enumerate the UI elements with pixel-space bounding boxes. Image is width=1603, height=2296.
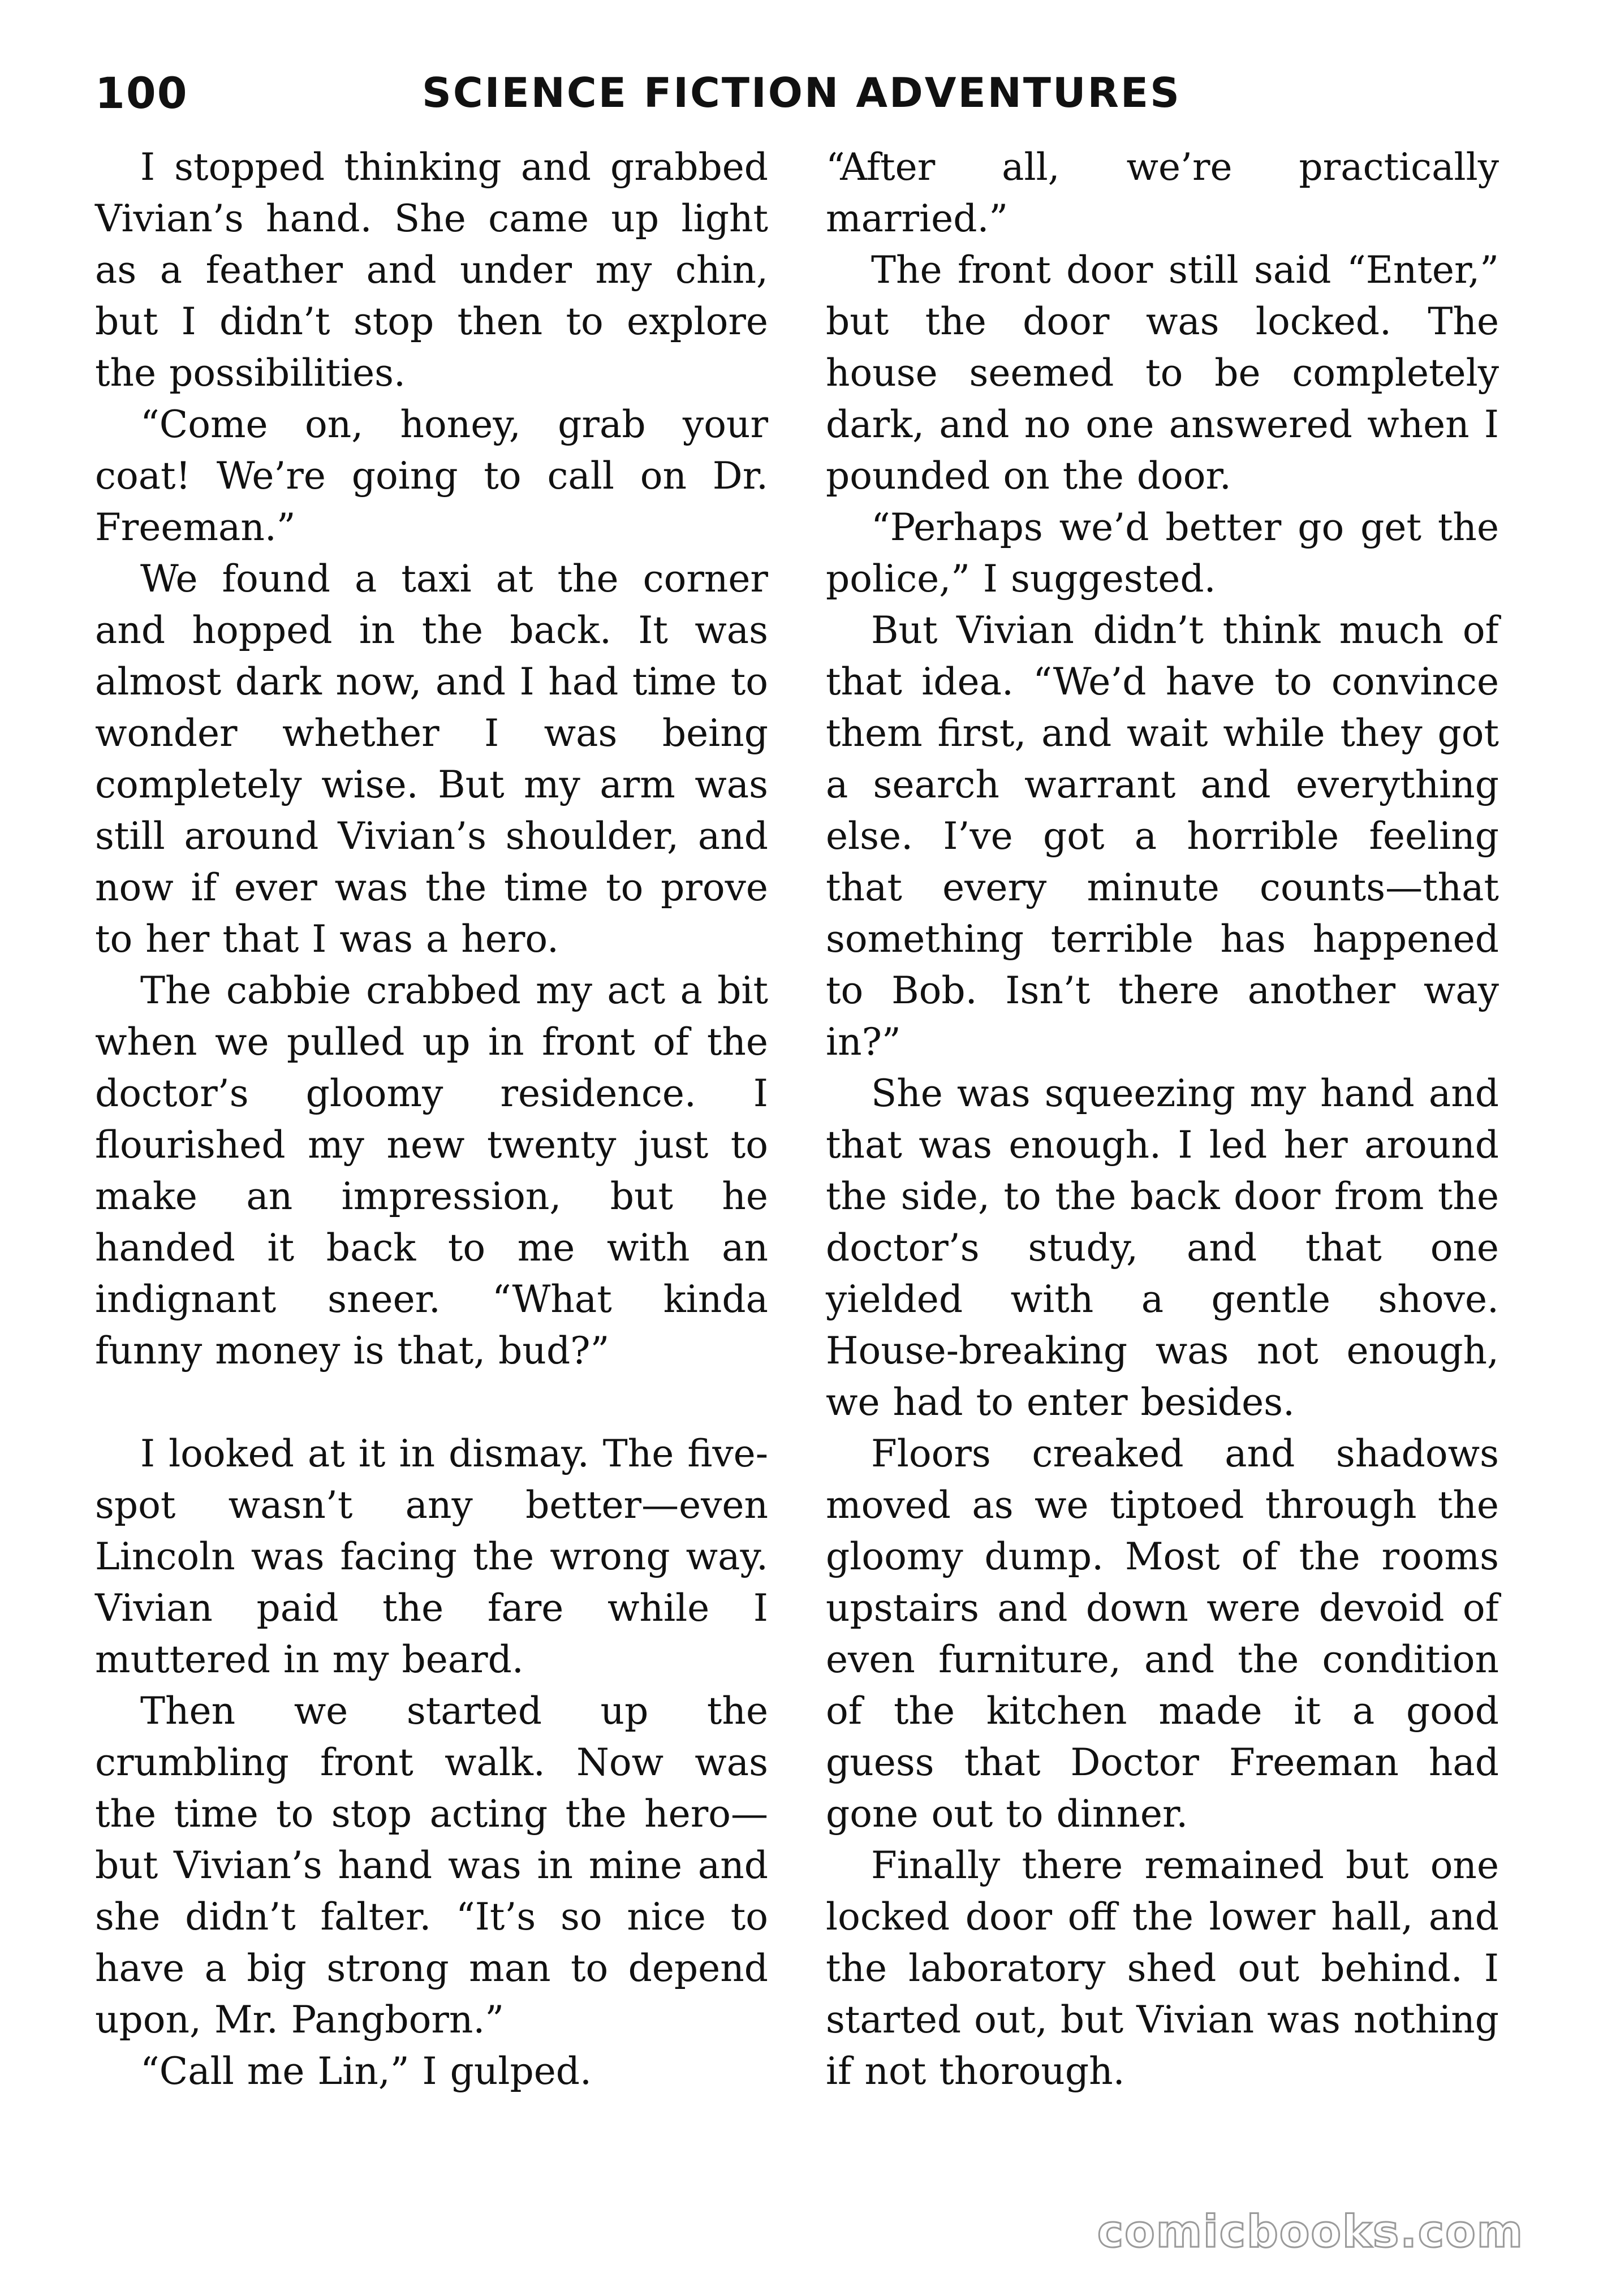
page-header [0, 0, 1603, 141]
paragraph: “After all, we’re practically married.” [826, 145, 1499, 240]
right-column [826, 141, 1499, 2097]
paragraph: The front door still said “Enter,” but the door was locked. The house seemed to be completely dark, and no one answered when I pounded on the door. [826, 248, 1499, 498]
paragraph: The cabbie crabbed my act a bit when we pulled up in front of the doctor’s gloomy residence. I flourished my new twenty just to make an impression, but he handed it back to me with an indignant sneer. “What kinda funny money is that, bud?” [95, 969, 768, 1373]
page-number: 100 [95, 68, 188, 118]
watermark: comicbooks.com [1097, 2207, 1524, 2258]
left-column [95, 141, 768, 2097]
paragraph: But Vivian didn’t think much of that idea. “We’d have to convince them first, and wait while they got a search warrant and everything else. I’ve got a horrible feeling that every minute counts—that something terrible has happened to Bob. Isn’t there another way in?” [826, 608, 1499, 1064]
paragraph: “Perhaps we’d better go get the police,” I suggested. [826, 506, 1499, 601]
running-title: SCIENCE FICTION ADVENTURES [422, 69, 1181, 116]
paragraph: She was squeezing my hand and that was enough. I led her around the side, to the back door from the doctor’s study, and that one yielded with a gentle shove. House-breaking was not enough, we had to enter besides. [826, 1072, 1499, 1424]
paragraph: “Call me Lin,” I gulped. [140, 2049, 592, 2093]
paragraph: Floors creaked and shadows moved as we tiptoed through the gloomy dump. Most of the rooms upstairs and down were devoid of even furniture, and the condition of the kitchen made it a good guess that Doctor Freeman had gone out to dinner. [826, 1432, 1499, 1836]
paragraph: Finally there remained but one locked door off the lower hall, and the laboratory shed out behind. I started out, but Vivian was nothing if not thorough. [826, 1844, 1499, 2093]
paragraph: “Come on, honey, grab your coat! We’re going to call on Dr. Freeman.” [95, 403, 768, 549]
paragraph: Then we started up the crumbling front walk. Now was the time to stop acting the hero—but Vivian’s hand was in mine and she didn’t falter. “It’s so nice to have a big strong man to depend upon, Mr. Pangborn.” [95, 1689, 768, 2042]
paragraph: I stopped thinking and grabbed Vivian’s hand. She came up light as a feather and under my chin, but I didn’t stop then to explore the possibilities. [95, 145, 768, 395]
paragraph: We found a taxi at the corner and hopped in the back. It was almost dark now, and I had time to wonder whether I was being completely wise. But my arm was still around Vivian’s shoulder, and now if ever was the time to prove to her that I was a hero. [95, 557, 768, 961]
paragraph: I looked at it in dismay. The five-spot wasn’t any better—even Lincoln was facing the wrong way. Vivian paid the fare while I muttered in my beard. [95, 1432, 768, 1681]
